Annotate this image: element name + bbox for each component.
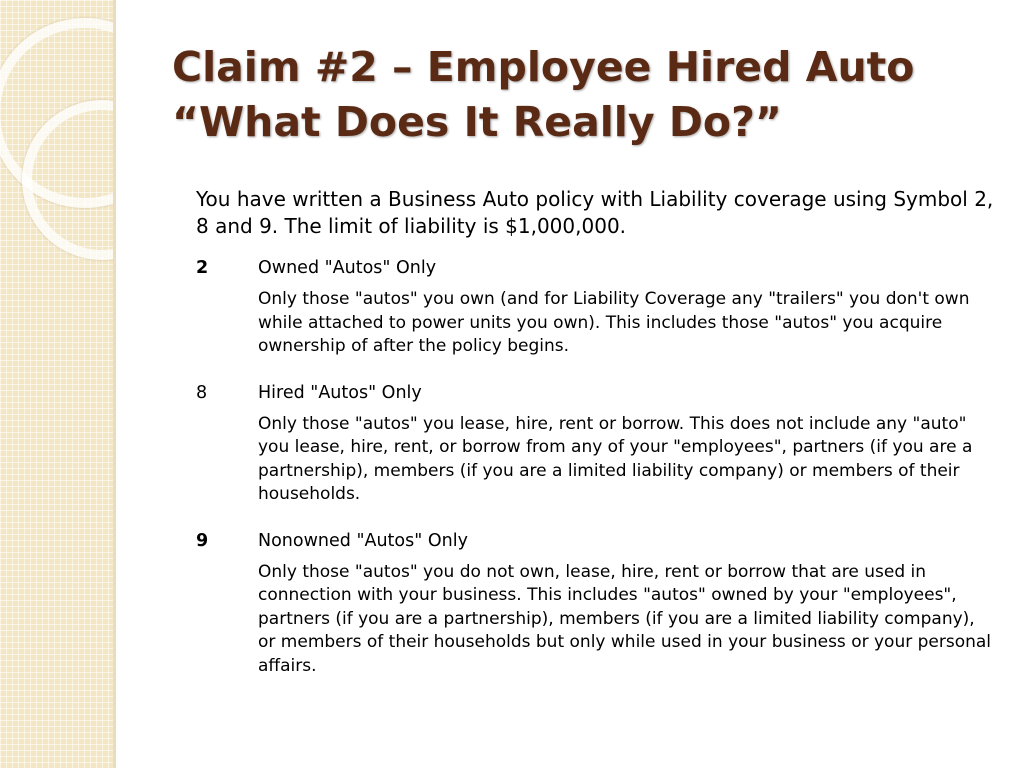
sidebar-divider	[113, 0, 116, 768]
symbol-number: 2	[196, 258, 209, 278]
slide-title-line-2: “What Does It Really Do?”	[172, 98, 782, 146]
symbol-description: Only those "autos" you lease, hire, rent or borrow. This does not include any "auto" you lease, hire, rent, or borrow from any of your "employees", partners (if you are a partnership), members (if you are a limited liability company) or members of their households.	[258, 413, 973, 504]
symbol-heading: Nonowned "Autos" Only	[258, 530, 468, 551]
symbol-item	[196, 256, 996, 359]
symbol-number: 8	[196, 382, 208, 403]
symbol-item	[196, 529, 996, 679]
symbol-heading: Owned "Autos" Only	[258, 258, 437, 278]
symbol-number: 9	[196, 530, 209, 551]
symbol-description: Only those "autos" you do not own, lease, hire, rent or borrow that are used in connection with your business. This includes "autos" owned by your "employees", partners (if you are a partnership), members (if you are a limited liability company), or members of their households but only while used in your business or your personal affairs.	[258, 561, 992, 676]
symbol-header	[196, 381, 996, 405]
symbol-header	[196, 256, 996, 280]
symbol-item	[196, 381, 996, 507]
symbol-heading: Hired "Autos" Only	[258, 382, 422, 403]
slide-title	[172, 40, 1002, 150]
decorative-sidebar	[0, 0, 113, 768]
intro-paragraph: You have written a Business Auto policy with Liability coverage using Symbol 2, 8 and 9. The limit of liability is $1,000,000.	[196, 187, 994, 238]
symbol-header	[196, 529, 996, 553]
slide-title-line-1: Claim #2 – Employee Hired Auto	[172, 43, 915, 91]
slide-body	[196, 186, 996, 700]
symbol-description: Only those "autos" you own (and for Liability Coverage any "trailers" you don't own while attached to power units you own). This includes those "autos" you acquire ownership of after the policy begins.	[258, 289, 970, 356]
